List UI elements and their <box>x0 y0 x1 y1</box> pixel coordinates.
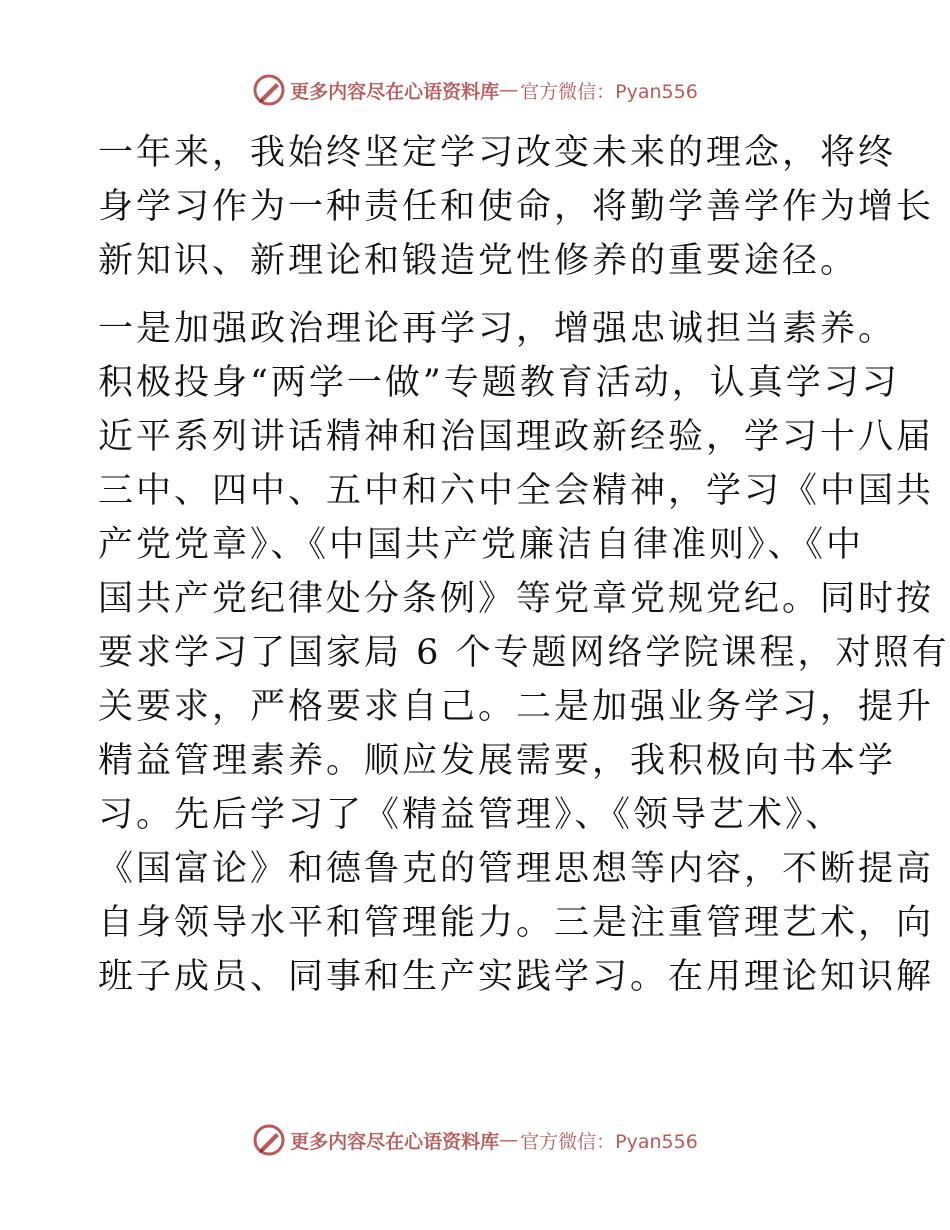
text-line: 新知识、新理论和锻造党性修养的重要途径。 <box>98 241 859 281</box>
text-line: 一是加强政治理论再学习，增强忠诚担当素养。 <box>98 309 897 349</box>
text-line: 关要求，严格要求自己。二是加强业务学习，提升 <box>98 687 935 727</box>
text-line: 班子成员、同事和生产实践学习。在用理论知识解 <box>98 957 935 997</box>
text-line: 产党党章》、《中国共产党廉洁自律准则》、《中 <box>98 525 865 565</box>
text-line: 近平系列讲话精神和治国理政新经验，学习十八届 <box>98 417 935 457</box>
pen-logo-icon <box>252 1123 286 1157</box>
text-line: 自身领导水平和管理能力。三是注重管理艺术，向 <box>98 903 935 943</box>
text-line: 精益管理素养。顺应发展需要，我积极向书本学 <box>98 741 897 781</box>
header-wechat-text: 官方微信：Pyan556 <box>520 80 698 103</box>
paragraph-gap <box>98 288 858 302</box>
text-line: 国共产党纪律处分条例》等党章党规党纪。同时按 <box>98 579 935 619</box>
header-site-text: 更多内容尽在心语资料库 <box>290 80 500 103</box>
paragraph-2 <box>98 302 950 1004</box>
text-line: 三中、四中、五中和六中全会精神，学习《中国共 <box>98 471 935 511</box>
pen-logo-icon <box>252 73 286 107</box>
footer-site-text: 更多内容尽在心语资料库 <box>290 1130 500 1153</box>
text-line: 积极投身“两学一做”专题教育活动，认真学习习 <box>98 363 900 403</box>
text-line: 要求学习了国家局 6 个专题网络学院课程，对照有 <box>98 633 950 673</box>
document-body <box>98 126 950 1004</box>
footer-watermark <box>0 1120 950 1160</box>
text-line: 《国富论》和德鲁克的管理思想等内容，不断提高 <box>98 849 935 889</box>
paragraph-1 <box>98 126 935 288</box>
footer-wechat-text: 官方微信：Pyan556 <box>520 1130 698 1153</box>
header-watermark <box>0 70 950 110</box>
text-line: 一年来，我始终坚定学习改变未来的理念，将终 <box>98 133 897 173</box>
text-line: 习。先后学习了《精益管理》、《领导艺术》、 <box>98 795 844 835</box>
text-line: 身学习作为一种责任和使命，将勤学善学作为增长 <box>98 187 935 227</box>
footer-dash: — <box>499 1129 519 1151</box>
header-dash: — <box>499 79 519 101</box>
